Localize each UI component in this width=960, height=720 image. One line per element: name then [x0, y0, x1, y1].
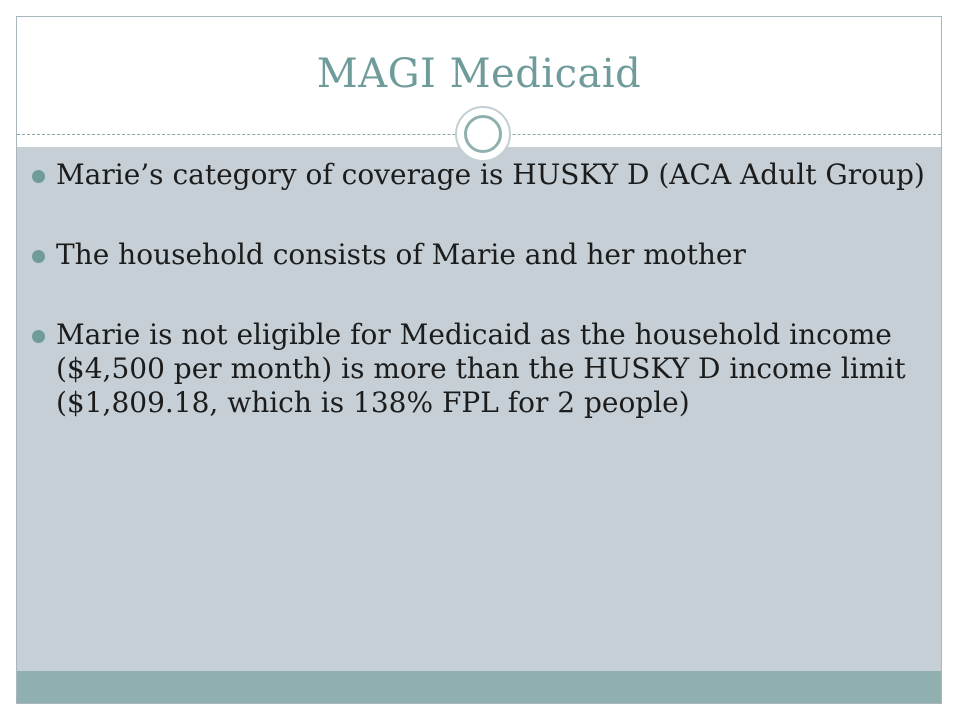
bullet-dot-icon [32, 250, 45, 263]
bullet-item [0, 318, 960, 420]
bullet-item [0, 158, 960, 192]
bullet-dot-icon [32, 330, 45, 343]
circle-ornament-icon [455, 106, 511, 162]
bullet-item [0, 238, 960, 272]
circle-ornament-inner [464, 115, 502, 153]
bullet-dot-icon [32, 170, 45, 183]
footer-band [17, 671, 941, 704]
bullet-list [0, 158, 960, 420]
bullet-text: The household consists of Marie and her mother [56, 238, 746, 271]
bullet-text: Marie’s category of coverage is HUSKY D (ACA Adult Group) [56, 158, 925, 191]
bullet-text: Marie is not eligible for Medicaid as the household income ($4,500 per month) is more than the HUSKY D income limit ($1,809.18, which is 138% FPL for 2 people) [56, 318, 906, 419]
slide-title: MAGI Medicaid [316, 51, 642, 97]
